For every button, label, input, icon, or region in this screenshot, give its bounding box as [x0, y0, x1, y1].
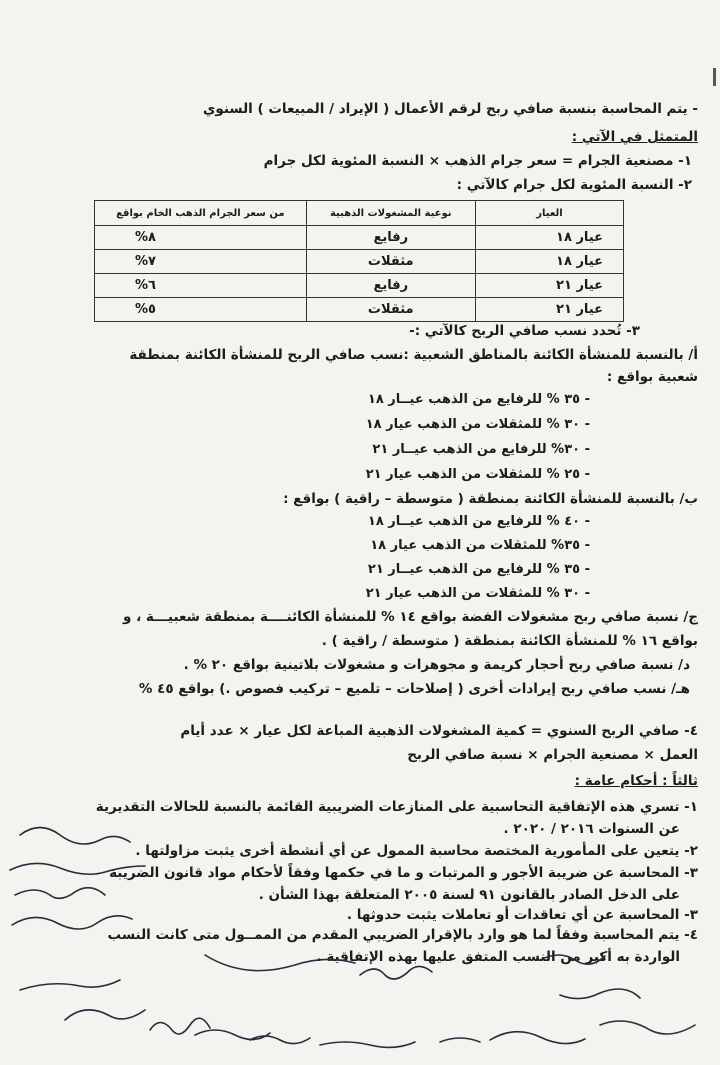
- item-4-line-1: ٤- صافي الربح السنوي = كمية المشغولات الذهبية المباعة لكل عيار × عدد أيام: [180, 723, 698, 739]
- section-a-line-1: أ/ بالنسبة للمنشأة الكائنة بالمناطق الشعبية :نسب صافي الربح للمنشأة الكائنة بمنطقة: [129, 347, 698, 363]
- general-1-line-2: عن السنوات ٢٠١٦ / ٢٠٢٠ .: [503, 821, 680, 837]
- item-3: ٣- تُحدد نسب صافي الربح كالآتي :-: [409, 323, 640, 339]
- table-cell: ٥%: [95, 298, 307, 322]
- general-4: ٣- المحاسبة عن أي تعاقدات أو تعاملات يثبت حدوثها .: [346, 907, 698, 923]
- section-d: د/ نسبة صافي ربح أحجار كريمة و مجوهرات و مشغولات بلاتينية بواقع ٢٠ % .: [183, 657, 690, 673]
- general-3-line-2: على الدخل الصادر بالقانون ٩١ لسنة ٢٠٠٥ المتعلقة بهذا الشأن .: [258, 887, 680, 903]
- table-header: نوعية المشغولات الذهبية: [306, 201, 475, 226]
- list-item: - ٣٠ % للمثقلات من الذهب عيار ١٨: [365, 417, 590, 432]
- general-5-line-2: الواردة به أكبر من النسب المتفق عليها بهذه الإتفاقية .: [316, 949, 680, 965]
- table-cell: عيار ١٨: [475, 250, 623, 274]
- list-item: - ٣٥ % للرفايع من الذهب عيــار ٢١: [367, 562, 590, 577]
- table-cell: ٦%: [95, 274, 307, 298]
- table-cell: رفايع: [306, 226, 475, 250]
- intro-line-1: - يتم المحاسبة بنسبة صافي ربح لرقم الأعمال ( الإيراد / المبيعات ) السنوي: [203, 101, 698, 117]
- table-header: العيار: [475, 201, 623, 226]
- table-cell: ٨%: [95, 226, 307, 250]
- table-cell: عيار ٢١: [475, 298, 623, 322]
- list-item: - ٣٥ % للرفايع من الذهب عيــار ١٨: [367, 392, 590, 407]
- item-2: ٢- النسبة المئوية لكل جرام كالآتي :: [456, 177, 692, 193]
- table-cell: ٧%: [95, 250, 307, 274]
- list-item: - ٤٠ % للرفايع من الذهب عيــار ١٨: [367, 514, 590, 529]
- general-5-line-1: ٤- يتم المحاسبة وفقاً لما هو وارد بالإقرار الضريبي المقدم من الممــول متى كانت النسب: [107, 927, 698, 943]
- table-header: من سعر الجرام الذهب الخام بواقع: [95, 201, 307, 226]
- general-2: ٢- يتعين على المأمورية المختصة محاسبة الممول عن أي أنشطة أخرى يثبت مزاولتها .: [135, 843, 698, 859]
- table-cell: رفايع: [306, 274, 475, 298]
- general-3-line-1: ٣- المحاسبة عن ضريبة الأجور و المرتبات و ما في حكمها وفقاً لأحكام مواد قانون الضريبة: [109, 865, 698, 881]
- item-1: ١- مصنعية الجرام = سعر جرام الذهب × النسبة المئوية لكل جرام: [263, 153, 692, 169]
- general-1-line-1: ١- تسري هذه الإتفاقية التحاسبية على المنازعات الضريبية القائمة بالنسبة للحالات التقديرية: [95, 799, 698, 815]
- section-h: هـ/ نسب صافي ربح إيرادات أخرى ( إصلاحات – تلميع – تركيب فصوص .) بواقع ٤٥ %: [138, 681, 690, 697]
- table-cell: مثقلات: [306, 298, 475, 322]
- list-item: - ٣٠% للرفايع من الذهب عيــار ٢١: [372, 442, 590, 457]
- list-item: - ٣٠ % للمثقلات من الذهب عيار ٢١: [365, 586, 590, 601]
- intro-line-2: المتمثل في الآتي :: [571, 129, 698, 145]
- list-item: - ٢٥ % للمثقلات من الذهب عيار ٢١: [365, 467, 590, 482]
- section-c-line-1: ج/ نسبة صافي ربح مشغولات الفضة بواقع ١٤ % للمنشأة الكائنــــة بمنطقة شعبيـــة ، و: [123, 609, 698, 625]
- section-c-line-2: بواقع ١٦ % للمنشأة الكائنة بمنطقة ( متوسطة / راقية ) .: [321, 633, 698, 649]
- section-a-line-2: شعبية بواقع :: [606, 369, 698, 385]
- section-3-heading: ثالثاً : أحكام عامة :: [574, 773, 698, 789]
- table-cell: عيار ١٨: [475, 226, 623, 250]
- table-cell: مثقلات: [306, 250, 475, 274]
- item-4-line-2: العمل × مصنعية الجرام × نسبة صافي الربح: [407, 747, 698, 763]
- section-b-line-1: ب/ بالنسبة للمنشأة الكائنة بمنطقة ( متوسطة – راقية ) بواقع :: [283, 491, 698, 507]
- list-item: - ٣٥% للمثقلات من الذهب عيار ١٨: [370, 538, 590, 553]
- table-cell: عيار ٢١: [475, 274, 623, 298]
